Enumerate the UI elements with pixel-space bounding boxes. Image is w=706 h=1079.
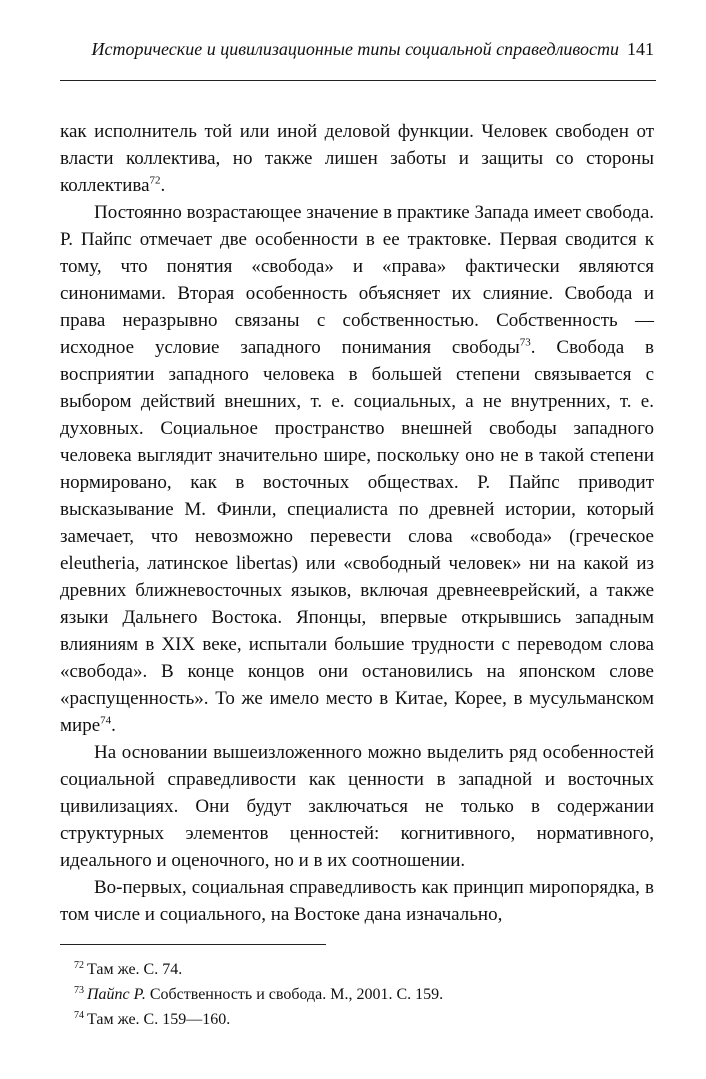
footnote-number: 74 bbox=[74, 1009, 84, 1021]
paragraph-text: На основании вышеизложенного можно выделить ряд особенностей социальной справедливости как ценности в западной и восточных цивилизациях. Они будут заключаться не только в содержании структурных элементов ценностей: когнитивного, нормативного, идеального и оценочного, но и в их соотношении. bbox=[60, 742, 654, 871]
paragraph-1 bbox=[60, 118, 654, 199]
page-number: 141 bbox=[627, 39, 654, 59]
footnote-72 bbox=[74, 957, 654, 982]
paragraph-text: . bbox=[111, 715, 116, 736]
paragraph-4 bbox=[60, 874, 654, 928]
paragraph-2 bbox=[60, 199, 654, 739]
paragraph-text: Во-первых, социальная справедливость как принцип миропорядка, в том числе и социального, на Востоке дана изначально, bbox=[60, 877, 654, 925]
footnotes bbox=[74, 957, 654, 1032]
footnote-text: Собственность и свобода. М., 2001. С. 159. bbox=[145, 986, 444, 1003]
paragraph-text: . bbox=[160, 175, 166, 196]
footnote-author: Пайпс Р. bbox=[87, 986, 146, 1003]
footnote-ref-73: 73 bbox=[519, 336, 531, 349]
footnote-74 bbox=[74, 1007, 654, 1032]
footnote-73 bbox=[74, 982, 654, 1007]
footnote-text: Там же. С. 74. bbox=[87, 961, 183, 978]
footnote-rule bbox=[60, 944, 326, 945]
paragraph-text: Постоянно возрастающее значение в практике Запада имеет свобода. Р. Пайпс отмечает две особенности в ее трактовке. Первая сводится к тому, что понятия «свобода» и «права» фактически являются синонимами. Вторая особенность объясняет их слияние. Свобода и права неразрывно связаны с собственностью. Собственность — исходное условие западного понимания свободы bbox=[60, 202, 654, 358]
paragraph-text: . Свобода в восприятии западного человека в большей степени связывается с выбором действий внешних, т. е. социальных, а не внутренних, т. е. духовных. Социальное пространство внешней свободы западного человека выглядит значительно шире, поскольку оно не в такой степени нормировано, как в восточных обществах. Р. Пайпс приводит высказывание М. Финли, специалиста по древней истории, который замечает, что невозможно перевести слова «свобода» (греческое eleutheria, латинское libertas) или «свободный человек» ни на какой из древних ближневосточных языков, включая древнееврейский, а также языки Дальнего Востока. Японцы, впервые открывшись западным влияниям в XIX веке, испытали большие трудности с переводом слова «свобода». В конце концов они остановились на японском слове «распущенность». То же имело место в Китае, Корее, в мусульманском мире bbox=[60, 337, 654, 736]
footnote-ref-72: 72 bbox=[149, 174, 161, 187]
paragraph-3 bbox=[60, 739, 654, 874]
footnote-ref-74: 74 bbox=[100, 714, 112, 727]
footnote-text: Там же. С. 159—160. bbox=[87, 1011, 231, 1028]
footnote-number: 72 bbox=[74, 959, 84, 971]
paragraph-text: как исполнитель той или иной деловой функции. Человек свободен от власти коллектива, но также лишен заботы и защиты со стороны коллектива bbox=[60, 121, 654, 196]
running-title: Исторические и цивилизационные типы социальной справедливости bbox=[91, 39, 619, 59]
running-header bbox=[60, 38, 654, 60]
header-rule bbox=[60, 80, 656, 81]
body-text bbox=[60, 118, 654, 928]
footnote-number: 73 bbox=[74, 984, 84, 996]
